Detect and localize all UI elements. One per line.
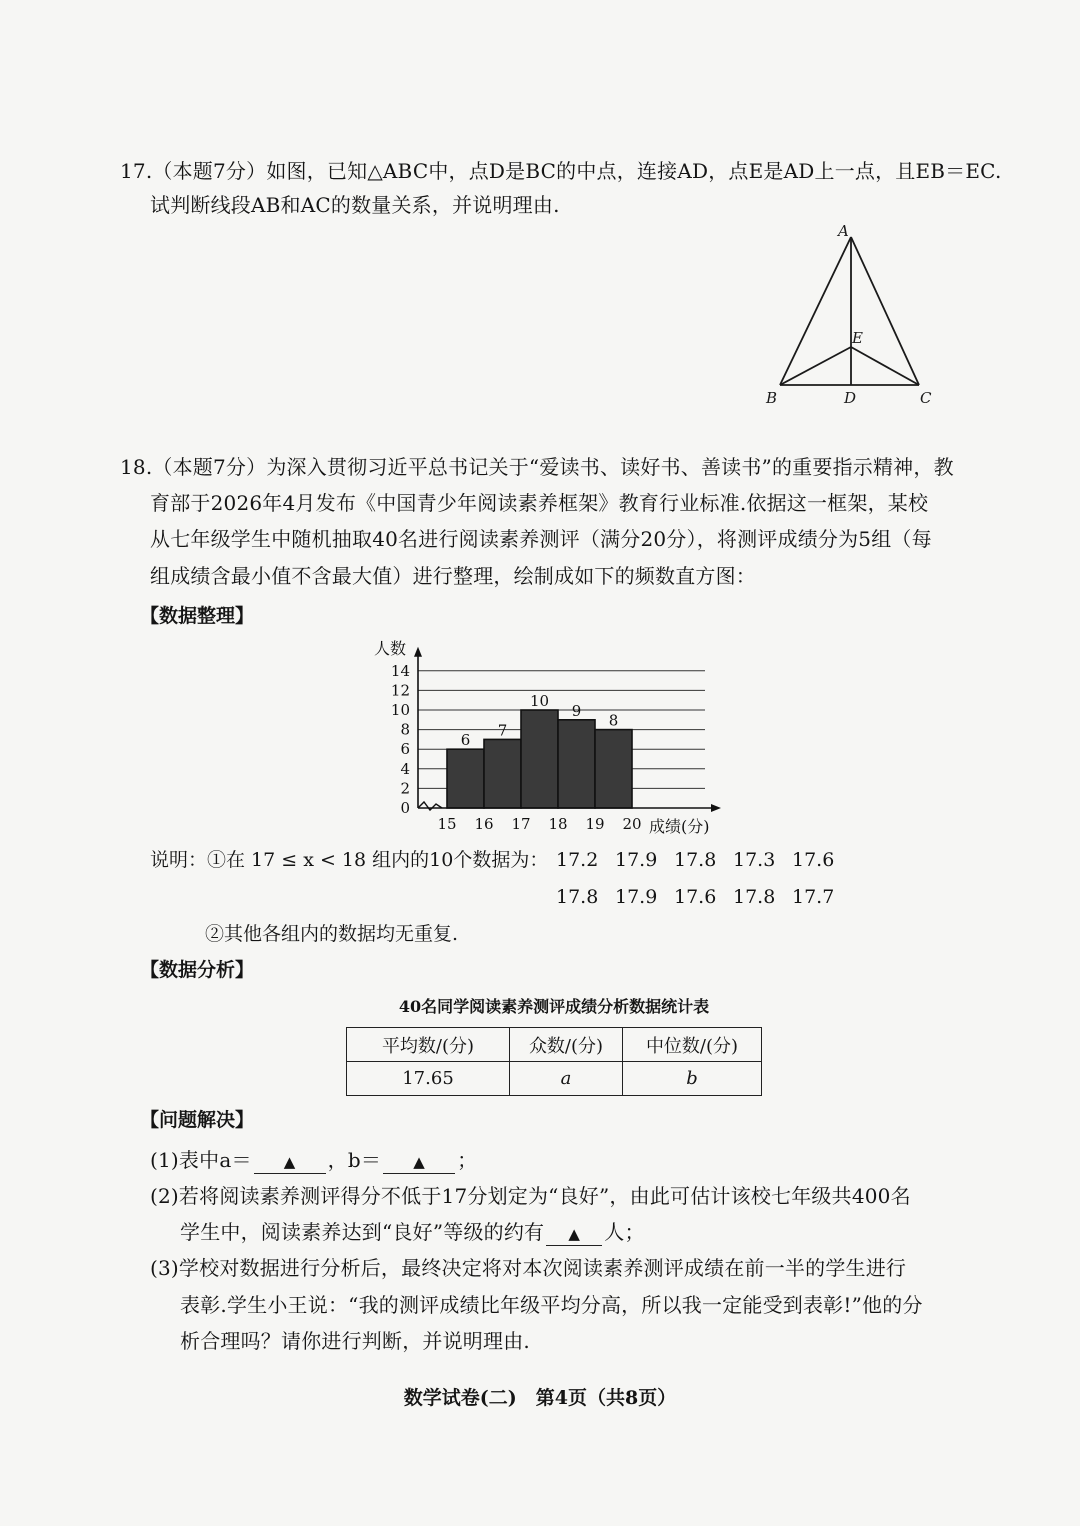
bar-value-label: 9 — [571, 701, 582, 720]
label-a: A — [838, 222, 849, 240]
note-r2-v1: 17.8 — [556, 886, 599, 908]
histogram-bar — [447, 749, 484, 808]
q18-line-4: 组成绩含最小值不含最大值）进行整理，绘制成如下的频数直方图： — [150, 564, 756, 588]
triangle-mark-icon: ▲ — [568, 1225, 581, 1243]
bar-value-label: 7 — [497, 721, 508, 740]
frequency-histogram — [360, 630, 740, 840]
value-median: b — [623, 1062, 762, 1096]
note-r2-v2: 17.9 — [615, 886, 658, 908]
y-tick-label: 4 — [400, 759, 410, 778]
y-axis-title: 人数 — [374, 639, 407, 658]
part-2-line-1: (2)若将阅读素养测评得分不低于17分划定为“良好”，由此可估计该校七年级共400名 — [150, 1184, 911, 1208]
section-data-analysis: 【数据分析】 — [140, 959, 255, 981]
stats-table — [346, 1027, 762, 1096]
label-d: D — [844, 389, 857, 407]
note-label: 说明：①在 17 ≤ x < 18 组内的10个数据为： — [150, 849, 549, 871]
q17-line-1: 17.（本题7分）如图，已知△ABC中，点D是BC的中点，连接AD，点E是AD上一点，且EB＝EC. — [120, 159, 1002, 183]
y-tick-label: 0 — [400, 799, 410, 817]
note-r1-v5: 17.6 — [792, 849, 835, 871]
answer-blank-a[interactable] — [254, 1149, 326, 1174]
histogram-bar — [521, 710, 558, 808]
triangle-mark-icon: ▲ — [283, 1153, 296, 1171]
bar-value-label: 8 — [608, 711, 619, 730]
label-b: B — [766, 389, 778, 407]
x-tick-label: 15 — [437, 815, 457, 833]
part-2-text: 学生中，阅读素养达到“良好”等级的约有 — [180, 1220, 545, 1244]
note-r1-v3: 17.8 — [674, 849, 717, 871]
section-problem-solving: 【问题解决】 — [140, 1109, 255, 1131]
triangle-mark-icon: ▲ — [413, 1153, 425, 1171]
histogram-bar — [484, 739, 521, 808]
y-tick-label: 12 — [390, 681, 410, 700]
header-mean: 平均数/(分) — [347, 1028, 510, 1062]
y-tick-label: 6 — [400, 740, 410, 759]
triangle-figure — [760, 222, 950, 412]
x-tick-label: 18 — [548, 815, 568, 833]
part-1 — [150, 1145, 477, 1175]
note-r1-v1: 17.2 — [556, 849, 599, 871]
x-axis-title: 成绩(分) — [649, 817, 710, 836]
table-title: 40名同学阅读素养测评成绩分析数据统计表 — [398, 997, 710, 1016]
y-axis-arrow — [414, 647, 422, 657]
y-tick-label: 2 — [400, 779, 410, 798]
table-value-row — [347, 1062, 762, 1096]
value-mean: 17.65 — [347, 1062, 510, 1096]
part-3-line-1: (3)学校对数据进行分析后，最终决定将对本次阅读素养测评成绩在前一半的学生进行 — [150, 1256, 907, 1280]
x-tick-label: 16 — [474, 815, 494, 833]
note-2: ②其他各组内的数据均无重复. — [205, 923, 459, 945]
part-1-end: ； — [457, 1148, 478, 1172]
x-tick-label: 17 — [511, 815, 531, 833]
note-r2-v4: 17.8 — [733, 886, 776, 908]
label-e: E — [852, 329, 863, 347]
q18-line-1: 18.（本题7分）为深入贯彻习近平总书记关于“爱读书、读好书、善读书”的重要指示精神，教 — [120, 455, 954, 479]
part-3-line-2: 表彰.学生小王说：“我的测评成绩比年级平均分高，所以我一定能受到表彰!”他的分 — [180, 1293, 923, 1317]
bar-value-label: 10 — [529, 692, 550, 710]
bar-value-label: 6 — [460, 731, 471, 750]
q18-line-3: 从七年级学生中随机抽取40名进行阅读素养测评（满分20分），将测评成绩分为5组（每 — [150, 527, 932, 551]
q17-line-2: 试判断线段AB和AC的数量关系，并说明理由. — [150, 193, 560, 217]
x-tick-label: 20 — [622, 815, 642, 833]
header-mode: 众数/(分) — [510, 1028, 623, 1062]
label-c: C — [920, 389, 932, 407]
y-tick-label: 14 — [390, 661, 410, 680]
note-r2-v5: 17.7 — [792, 886, 835, 908]
answer-blank-b[interactable] — [383, 1149, 455, 1174]
part-1-b-label: ，b＝ — [327, 1148, 382, 1172]
part-1-a-label: (1)表中a＝ — [150, 1148, 252, 1172]
part-3-line-3: 析合理吗？请你进行判断，并说明理由. — [180, 1329, 530, 1353]
value-mode: a — [510, 1062, 623, 1096]
q18-line-2: 育部于2026年4月发布《中国青少年阅读素养框架》教育行业标准.依据这一框架，某校 — [150, 491, 929, 515]
histogram-bar — [558, 720, 595, 808]
header-median: 中位数/(分) — [623, 1028, 762, 1062]
y-tick-label: 8 — [400, 720, 410, 739]
histogram-bar — [595, 730, 632, 808]
y-tick-label: 10 — [390, 701, 410, 719]
table-header-row — [347, 1028, 762, 1062]
note-r1-v4: 17.3 — [733, 849, 776, 871]
x-axis-arrow — [711, 804, 721, 812]
answer-blank-count[interactable] — [546, 1221, 602, 1246]
part-2-line-2 — [180, 1217, 645, 1247]
x-tick-label: 19 — [585, 815, 605, 833]
note-r1-v2: 17.9 — [615, 849, 658, 871]
note-r2-v3: 17.6 — [674, 886, 717, 908]
section-data-organize: 【数据整理】 — [140, 605, 255, 627]
part-2-unit: 人； — [604, 1220, 645, 1244]
page-footer: 数学试卷(二) 第4页（共8页） — [403, 1387, 677, 1409]
